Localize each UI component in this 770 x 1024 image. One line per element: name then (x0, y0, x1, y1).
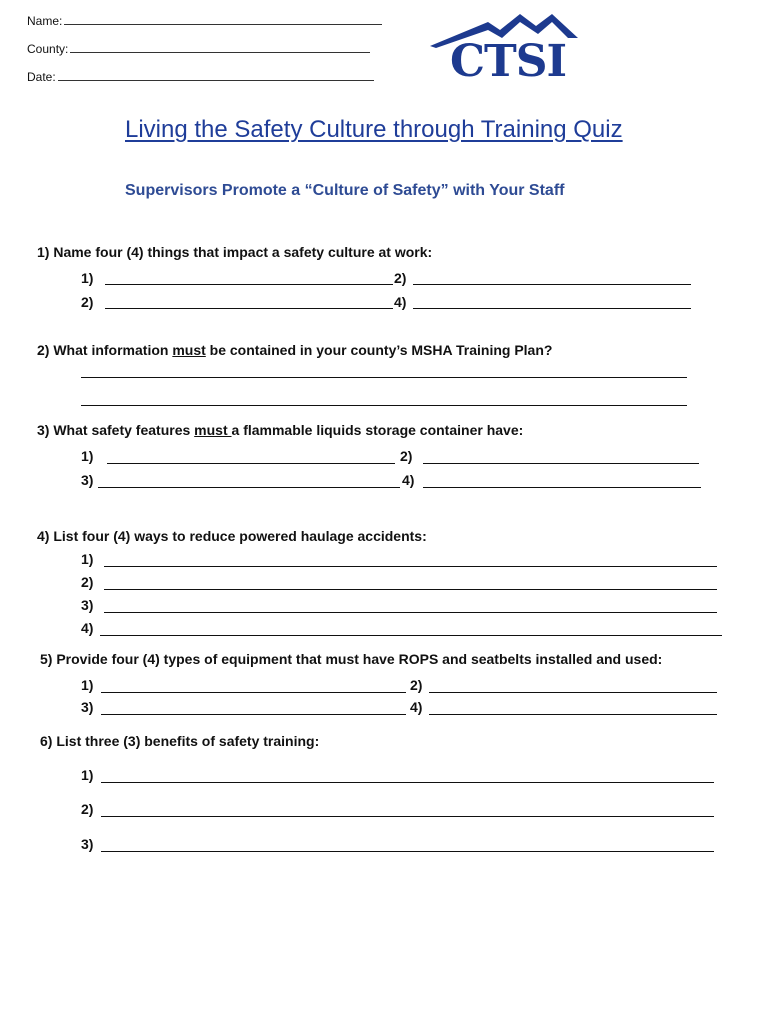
q1-item-label: 2) (394, 270, 407, 286)
name-field[interactable] (27, 14, 382, 28)
q3-answer-line[interactable] (98, 487, 400, 488)
question-3 (37, 422, 523, 438)
ctsi-logo (428, 8, 588, 88)
page-subtitle: Supervisors Promote a “Culture of Safety” with Your Staff (125, 182, 565, 199)
date-blank[interactable] (58, 70, 374, 81)
q5-item-label: 4) (410, 699, 423, 715)
county-label: County: (27, 42, 69, 56)
q2-text-post: be contained in your county’s MSHA Training Plan? (205, 342, 553, 358)
q1-answer-line[interactable] (105, 308, 393, 309)
date-label: Date: (27, 70, 56, 84)
q3-item-label: 4) (402, 472, 415, 488)
q3-answer-line[interactable] (423, 487, 701, 488)
logo-text: CTSI (450, 36, 567, 87)
question-1: 1) Name four (4) things that impact a safety culture at work: (37, 244, 433, 260)
q1-item-label: 1) (81, 270, 94, 286)
q1-answer-line[interactable] (413, 284, 691, 285)
q3-item-label: 2) (400, 448, 413, 464)
q1-item-label: 4) (394, 294, 407, 310)
q3-answer-line[interactable] (423, 463, 699, 464)
name-blank[interactable] (64, 14, 382, 25)
question-2 (37, 342, 552, 358)
q3-emphasis: must (194, 422, 232, 438)
q6-answer-line[interactable] (101, 782, 714, 783)
q6-answer-line[interactable] (101, 851, 714, 852)
question-6: 6) List three (3) benefits of safety training: (40, 733, 320, 749)
county-blank[interactable] (70, 42, 370, 53)
q4-answer-line[interactable] (104, 589, 717, 590)
q6-answer-line[interactable] (101, 816, 714, 817)
q6-item-label: 1) (81, 767, 94, 783)
q1-answer-line[interactable] (105, 284, 393, 285)
date-field[interactable] (27, 70, 374, 84)
q2-answer-line[interactable] (81, 405, 687, 406)
question-4: 4) List four (4) ways to reduce powered haulage accidents: (37, 528, 427, 544)
q1-item-label: 2) (81, 294, 94, 310)
q5-item-label: 3) (81, 699, 94, 715)
page-title: Living the Safety Culture through Training Quiz (125, 116, 623, 143)
q4-answer-line[interactable] (104, 612, 717, 613)
q4-item-label: 2) (81, 574, 94, 590)
name-label: Name: (27, 14, 63, 28)
q3-text-pre: 3) What safety features (37, 422, 195, 438)
q4-answer-line[interactable] (100, 635, 722, 636)
q6-item-label: 2) (81, 801, 94, 817)
q4-item-label: 4) (81, 620, 94, 636)
q5-answer-line[interactable] (101, 714, 406, 715)
q3-item-label: 1) (81, 448, 94, 464)
q4-answer-line[interactable] (104, 566, 717, 567)
q3-answer-line[interactable] (107, 463, 395, 464)
q1-answer-line[interactable] (413, 308, 691, 309)
q4-item-label: 1) (81, 551, 94, 567)
q2-emphasis: must (172, 342, 206, 358)
q5-answer-line[interactable] (429, 714, 717, 715)
q5-answer-line[interactable] (101, 692, 406, 693)
q5-item-label: 2) (410, 677, 423, 693)
q2-answer-line[interactable] (81, 377, 687, 378)
county-field[interactable] (27, 42, 370, 56)
q3-text-post: a flammable liquids storage container have: (231, 422, 524, 438)
q5-item-label: 1) (81, 677, 94, 693)
q4-item-label: 3) (81, 597, 94, 613)
q6-item-label: 3) (81, 836, 94, 852)
q3-item-label: 3) (81, 472, 94, 488)
question-5: 5) Provide four (4) types of equipment that must have ROPS and seatbelts installed and used: (40, 651, 663, 667)
q5-answer-line[interactable] (429, 692, 717, 693)
q2-text-pre: 2) What information (37, 342, 173, 358)
